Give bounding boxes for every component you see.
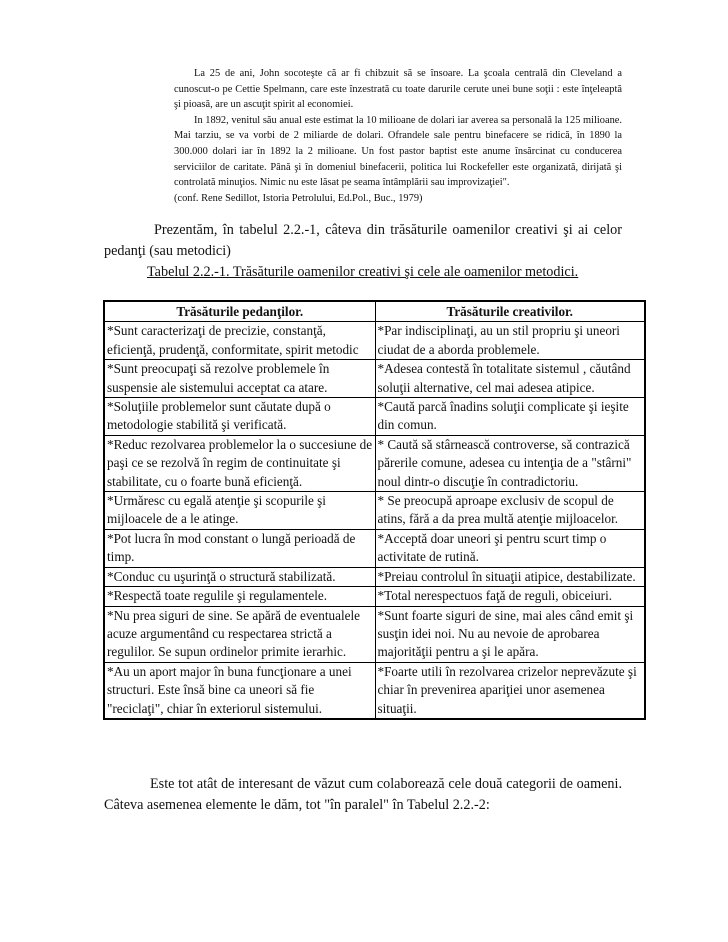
table-row xyxy=(104,567,645,586)
creative-trait: *Total nerespectuos faţă de reguli, obiceiuri. xyxy=(375,587,645,606)
pedant-trait: *Respectă toate regulile şi regulamentele. xyxy=(104,587,375,606)
creative-trait: *Sunt foarte siguri de sine, mai ales când emit şi susţin idei noi. Nu au nevoie de aprobarea majorităţii pentru a şi le apăra. xyxy=(375,606,645,662)
pedant-trait: *Pot lucra în mod constant o lungă perioadă de timp. xyxy=(104,529,375,567)
pedant-trait: *Reduc rezolvarea problemelor la o succesiune de paşi ce se rezolvă în regim de continuitate şi stabilitate, cu o foarte bună eficienţă. xyxy=(104,435,375,491)
creative-trait: *Foarte utili în rezolvarea crizelor neprevăzute şi chiar în prevenirea apariţiei unor asemenea situaţii. xyxy=(375,662,645,719)
table-row xyxy=(104,360,645,398)
creative-trait: *Caută parcă înadins soluţii complicate şi ieşite din comun. xyxy=(375,398,645,436)
table-row xyxy=(104,492,645,530)
table-row xyxy=(104,587,645,606)
quote-block xyxy=(174,66,622,206)
quote-source: (conf. Rene Sedillot, Istoria Petrolului, Ed.Pol., Buc., 1979) xyxy=(174,192,423,204)
pedant-trait: *Conduc cu uşurinţă o structură stabilizată. xyxy=(104,567,375,586)
table-row xyxy=(104,529,645,567)
pedant-trait: *Au un aport major în buna funcţionare a unei structuri. Este însă bine ca uneori să fie "reciclaţi", chiar în exteriorul sistemului. xyxy=(104,662,375,719)
header-pedants: Trăsăturile pedanţilor. xyxy=(104,301,375,322)
table-row xyxy=(104,322,645,360)
pedant-trait: *Sunt preocupaţi să rezolve problemele în suspensie ale sistemului acceptat ca atare. xyxy=(104,360,375,398)
outro-paragraph: Este tot atât de interesant de văzut cum colaborează cele două categorii de oameni. Câteva asemenea elemente le dăm, tot "în paralel" în Tabelul 2.2.-2: xyxy=(104,776,622,813)
table-caption: Tabelul 2.2.-1. Trăsăturile oamenilor creativi şi cele ale oamenilor metodici. xyxy=(147,264,579,280)
table-row xyxy=(104,606,645,662)
pedant-trait: *Urmăresc cu egală atenţie şi scopurile şi mijloacele de a le atinge. xyxy=(104,492,375,530)
quote-paragraph-2: In 1892, venitul său anual este estimat la 10 milioane de dolari iar averea sa personală la 125 milioane. Mai tarziu, se va vorbi de 2 miliarde de dolari. Ofrandele sale pentru binefacere se ridică, în 1890 la 300.000 dolari iar în 1892 la 2 milioane. Un fost pastor baptist este anume însărcinat cu conducerea serviciilor de caritate. Până şi în domeniul binefacerii, politica lui Rockefeller este organizată, dirijată şi controlată minuţios. Nimic nu este lăsat pe seama întâmplării sau improvizaţiei". xyxy=(174,114,622,189)
creative-trait: *Par indisciplinaţi, au un stil propriu şi uneori ciudat de a aborda problemele. xyxy=(375,322,645,360)
table-row xyxy=(104,435,645,491)
creative-trait: * Se preocupă aproape exclusiv de scopul de atins, fără a da prea multă atenţie mijloacelor. xyxy=(375,492,645,530)
pedant-trait: *Soluţiile problemelor sunt căutate după o metodologie stabilită şi verificată. xyxy=(104,398,375,436)
table-row xyxy=(104,662,645,719)
header-creatives: Trăsăturile creativilor. xyxy=(375,301,645,322)
table-header-row xyxy=(104,301,645,322)
pedant-trait: *Nu prea siguri de sine. Se apără de eventualele acuze argumentând cu respectarea strictă a regulilor. Se supun ordinelor primite ierarhic. xyxy=(104,606,375,662)
creative-trait: * Caută să stârnească controverse, să contrazică părerile comune, adesea cu intenţia de a "stârni" noul dintr-o discuţie în contradictoriu. xyxy=(375,435,645,491)
quote-paragraph-1: La 25 de ani, John socoteşte că ar fi chibzuit să se însoare. La şcoala centrală din Cleveland a cunoscut-o pe Cettie Spelmann, care este înzestrată cu toate darurile cerute unei bune soţii : este înţeleaptă şi pioasă, are un ascuţit spirit al economiei. xyxy=(174,68,622,111)
traits-table xyxy=(103,300,646,720)
pedant-trait: *Sunt caracterizaţi de precizie, constanţă, eficienţă, prudenţă, conformitate, spirit metodic xyxy=(104,322,375,360)
creative-trait: *Acceptă doar uneori şi pentru scurt timp o activitate de rutină. xyxy=(375,529,645,567)
intro-paragraph: Prezentăm, în tabelul 2.2.-1, câteva din trăsăturile oamenilor creativi şi ai celor pedanţi (sau metodici) xyxy=(104,222,622,259)
creative-trait: *Adesea contestă în totalitate sistemul , căutând soluţii alternative, cel mai adesea atipice. xyxy=(375,360,645,398)
table-row xyxy=(104,398,645,436)
creative-trait: *Preiau controlul în situaţii atipice, destabilizate. xyxy=(375,567,645,586)
